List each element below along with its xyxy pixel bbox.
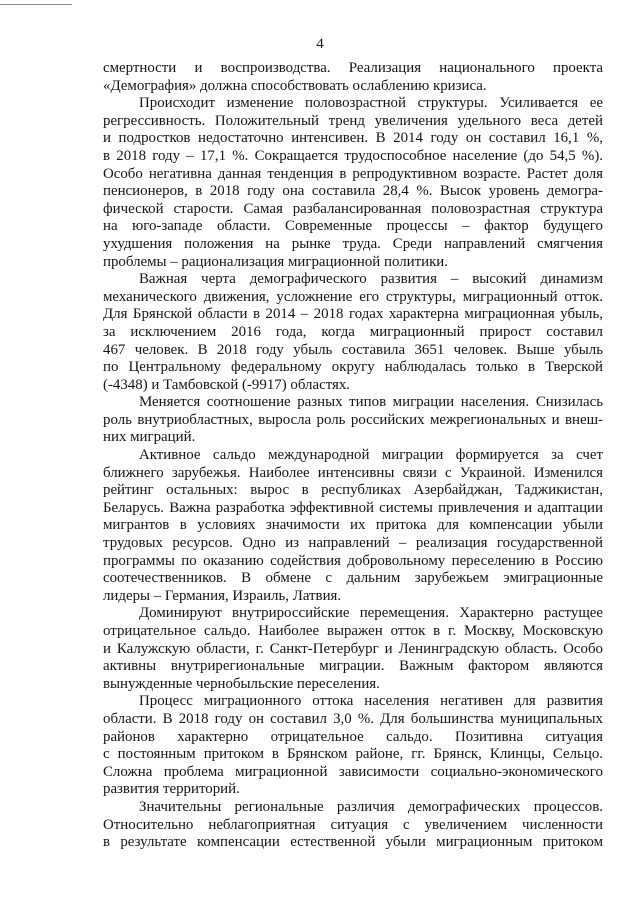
paragraph bbox=[103, 605, 603, 693]
paragraph bbox=[103, 799, 603, 852]
text-line: ухудшения положения на рынке труда. Среди направлений смягчения bbox=[103, 235, 603, 252]
paragraph bbox=[103, 271, 603, 394]
text-line: «Демография» должна способствовать ослаблению кризиса. bbox=[103, 77, 487, 94]
text-line: рейтинг остальных: вырос в республиках Азербайджан, Таджикистан, bbox=[103, 482, 603, 499]
text-line: с постоянным притоком в Брянском районе, гг. Брянск, Клинцы, Сельцо. bbox=[103, 746, 603, 763]
text-line: Важная черта демографического развития – высокий динамизм bbox=[139, 271, 603, 288]
text-line: них миграций. bbox=[103, 429, 196, 446]
text-line: трудовых ресурсов. Одно из направлений – реализация государственной bbox=[103, 535, 603, 552]
page-number: 4 bbox=[316, 36, 324, 52]
paragraph bbox=[103, 447, 603, 605]
text-line: ближнего зарубежья. Наиболее интенсивны связи с Украиной. Изменился bbox=[103, 464, 603, 481]
text-line: Процесс миграционного оттока населения негативен для развития bbox=[139, 693, 603, 710]
paragraph bbox=[103, 60, 603, 95]
text-line: и подростков недостаточно интенсивен. В 2014 году он составил 16,1 %, bbox=[103, 130, 603, 147]
text-line: лидеры – Германия, Израиль, Латвия. bbox=[103, 587, 342, 604]
paragraph bbox=[103, 394, 603, 447]
text-line: Активное сальдо международной миграции формируется за счет bbox=[139, 447, 603, 464]
text-line: отрицательное сальдо. Наиболее выражен отток в г. Москву, Московскую bbox=[103, 623, 603, 639]
paragraph bbox=[103, 95, 603, 271]
text-line: за исключением 2016 года, когда миграционный прирост составил bbox=[103, 323, 603, 340]
text-line: Особо негативна данная тенденция в репродуктивном возрасте. Растет доля bbox=[103, 165, 603, 182]
text-line: Относительно неблагоприятная ситуация с увеличением численности bbox=[103, 816, 603, 833]
text-line: Происходит изменение половозрастной структуры. Усиливается ее bbox=[139, 95, 603, 112]
text-line: смертности и воспроизводства. Реализация национального проекта bbox=[103, 60, 603, 76]
text-line: роль внутриобластных, выросла роль российских межрегиональных и внеш- bbox=[103, 411, 603, 428]
document-body bbox=[103, 60, 603, 852]
text-line: фической старости. Самая разбалансированная половозрастная структура bbox=[103, 200, 603, 217]
text-line: мигрантов в условиях значимости их притока для компенсации убыли bbox=[103, 517, 603, 534]
text-line: Доминируют внутрироссийские перемещения. Характерно растущее bbox=[139, 605, 603, 622]
text-line: регрессивность. Положительный тренд увеличения удельного веса детей bbox=[103, 112, 603, 129]
text-line: соотечественников. В обмене с дальним зарубежьем эмиграционные bbox=[103, 570, 603, 587]
text-line: районов характерно отрицательное сальдо. Позитивна ситуация bbox=[103, 728, 603, 745]
text-line: 467 человек. В 2018 году убыль составила 3651 человек. Выше убыль bbox=[103, 341, 603, 358]
text-line: по Центральному федеральному округу наблюдалась только в Тверской bbox=[103, 359, 603, 376]
text-line: (-4348) и Тамбовской (-9917) областях. bbox=[103, 376, 351, 393]
text-line: Значительны региональные различия демографических процессов. bbox=[139, 798, 603, 815]
text-line: на юго-западе области. Современные процессы – фактор будущего bbox=[103, 218, 603, 235]
text-line: механического движения, усложнение его структуры, миграционный отток. bbox=[103, 288, 603, 305]
text-line: Для Брянской области в 2014 – 2018 годах характерна миграционная убыль, bbox=[103, 306, 603, 323]
scan-corner-mark bbox=[0, 0, 72, 5]
text-line: программы по оказанию содействия добровольному переселению в Россию bbox=[103, 552, 603, 569]
text-line: в результате компенсации естественной убыли миграционным притоком bbox=[103, 834, 603, 851]
text-line: пенсионеров, в 2018 году она составила 28,4 %. Высок уровень демогра- bbox=[103, 183, 603, 200]
text-line: Меняется соотношение разных типов миграции населения. Снизилась bbox=[139, 394, 603, 411]
text-line: в 2018 году – 17,1 %. Сокращается трудоспособное население (до 54,5 %). bbox=[103, 147, 603, 164]
text-line: Беларусь. Важна разработка эффективной системы привлечения и адаптации bbox=[103, 499, 603, 516]
text-line: Сложна проблема миграционной зависимости социально-экономического bbox=[103, 763, 603, 780]
text-line: активны внутрирегиональные миграции. Важным фактором являются bbox=[103, 658, 603, 675]
text-line: вынужденные чернобыльские переселения. bbox=[103, 675, 380, 692]
text-line: области. В 2018 году он составил 3,0 %. Для большинства муниципальных bbox=[103, 710, 603, 727]
paragraph bbox=[103, 693, 603, 799]
text-line: проблемы – рационализация миграционной политики. bbox=[103, 253, 448, 270]
text-line: и Калужскую области, г. Санкт-Петербург и Ленинградскую область. Особо bbox=[103, 640, 603, 657]
text-line: развития территорий. bbox=[103, 781, 240, 798]
